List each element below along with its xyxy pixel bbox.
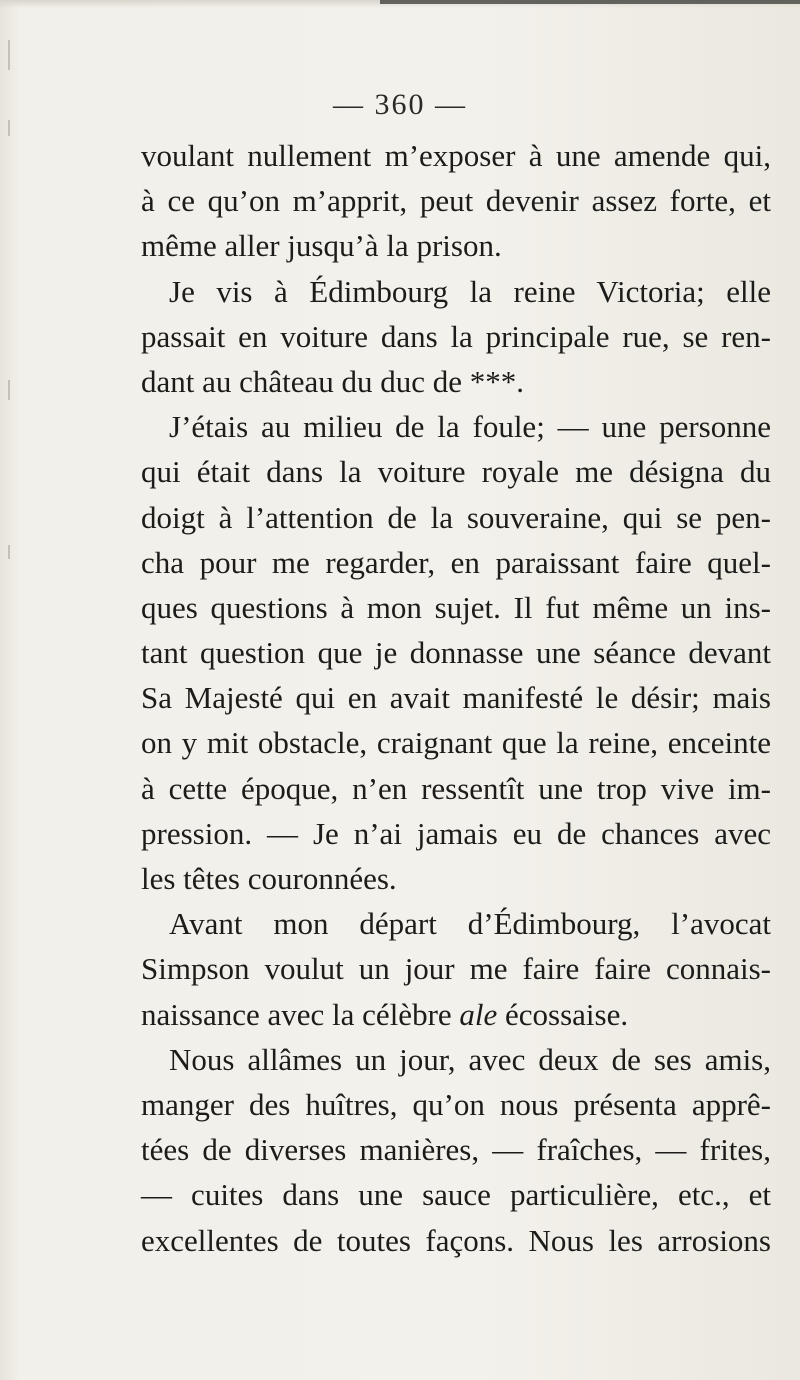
text-line: à ce qu’on m’apprit, peut devenir assez forte, et <box>141 183 771 219</box>
text-line: manger des huîtres, qu’on nous présenta apprê- <box>141 1086 771 1122</box>
text-line: ques questions à mon sujet. Il fut même un ins- <box>141 589 771 625</box>
text-line: Nous allâmes un jour, avec deux de ses amis, <box>169 1041 771 1077</box>
text-line: les têtes couronnées. <box>141 861 397 896</box>
text-line: tant question que je donnasse une séance devant <box>141 635 771 671</box>
italic-word: ale <box>459 996 498 1032</box>
page-number: — 360 — <box>333 88 467 121</box>
text-line: Je vis à Édimbourg la reine Victoria; elle <box>169 273 771 309</box>
text-line: Simpson voulut un jour me faire faire connais- <box>141 951 771 987</box>
text-line: excellentes de toutes façons. Nous les arrosions <box>141 1222 771 1258</box>
text-line: J’étais au milieu de la foule; — une personne <box>169 409 771 445</box>
margin-mark <box>8 40 10 70</box>
text-line: passait en voiture dans la principale rue, se ren- <box>141 318 771 354</box>
text-line: pression. — Je n’ai jamais eu de chances avec <box>141 815 771 851</box>
text-line: qui était dans la voiture royale me désigna du <box>141 454 771 490</box>
body-text <box>141 133 771 1263</box>
margin-mark <box>8 545 10 559</box>
text-line: voulant nullement m’exposer à une amende qui, <box>141 138 771 173</box>
text-line: dant au château du duc de ***. <box>141 363 525 399</box>
text-line: à cette époque, n’en ressentît une trop vive im- <box>141 770 771 806</box>
text-line: doigt à l’attention de la souveraine, qui se pen- <box>141 499 771 535</box>
text-line: — cuites dans une sauce particulière, etc., et <box>141 1177 771 1213</box>
text-line: tées de diverses manières, — fraîches, — frites, <box>141 1132 771 1168</box>
margin-mark <box>8 380 10 400</box>
text-line: même aller jusqu’à la prison. <box>141 228 502 264</box>
text-line: on y mit obstacle, craignant que la reine, enceinte <box>141 725 771 761</box>
text-line: naissance avec la célèbre ale écossaise. <box>141 996 629 1032</box>
text-line: Avant mon départ d’Édimbourg, l’avocat <box>169 906 771 942</box>
text-line: cha pour me regarder, en paraissant faire quel- <box>141 544 771 580</box>
top-edge-rule <box>380 0 800 4</box>
text-line: Sa Majesté qui en avait manifesté le désir; mais <box>141 680 771 716</box>
margin-mark <box>8 120 10 136</box>
